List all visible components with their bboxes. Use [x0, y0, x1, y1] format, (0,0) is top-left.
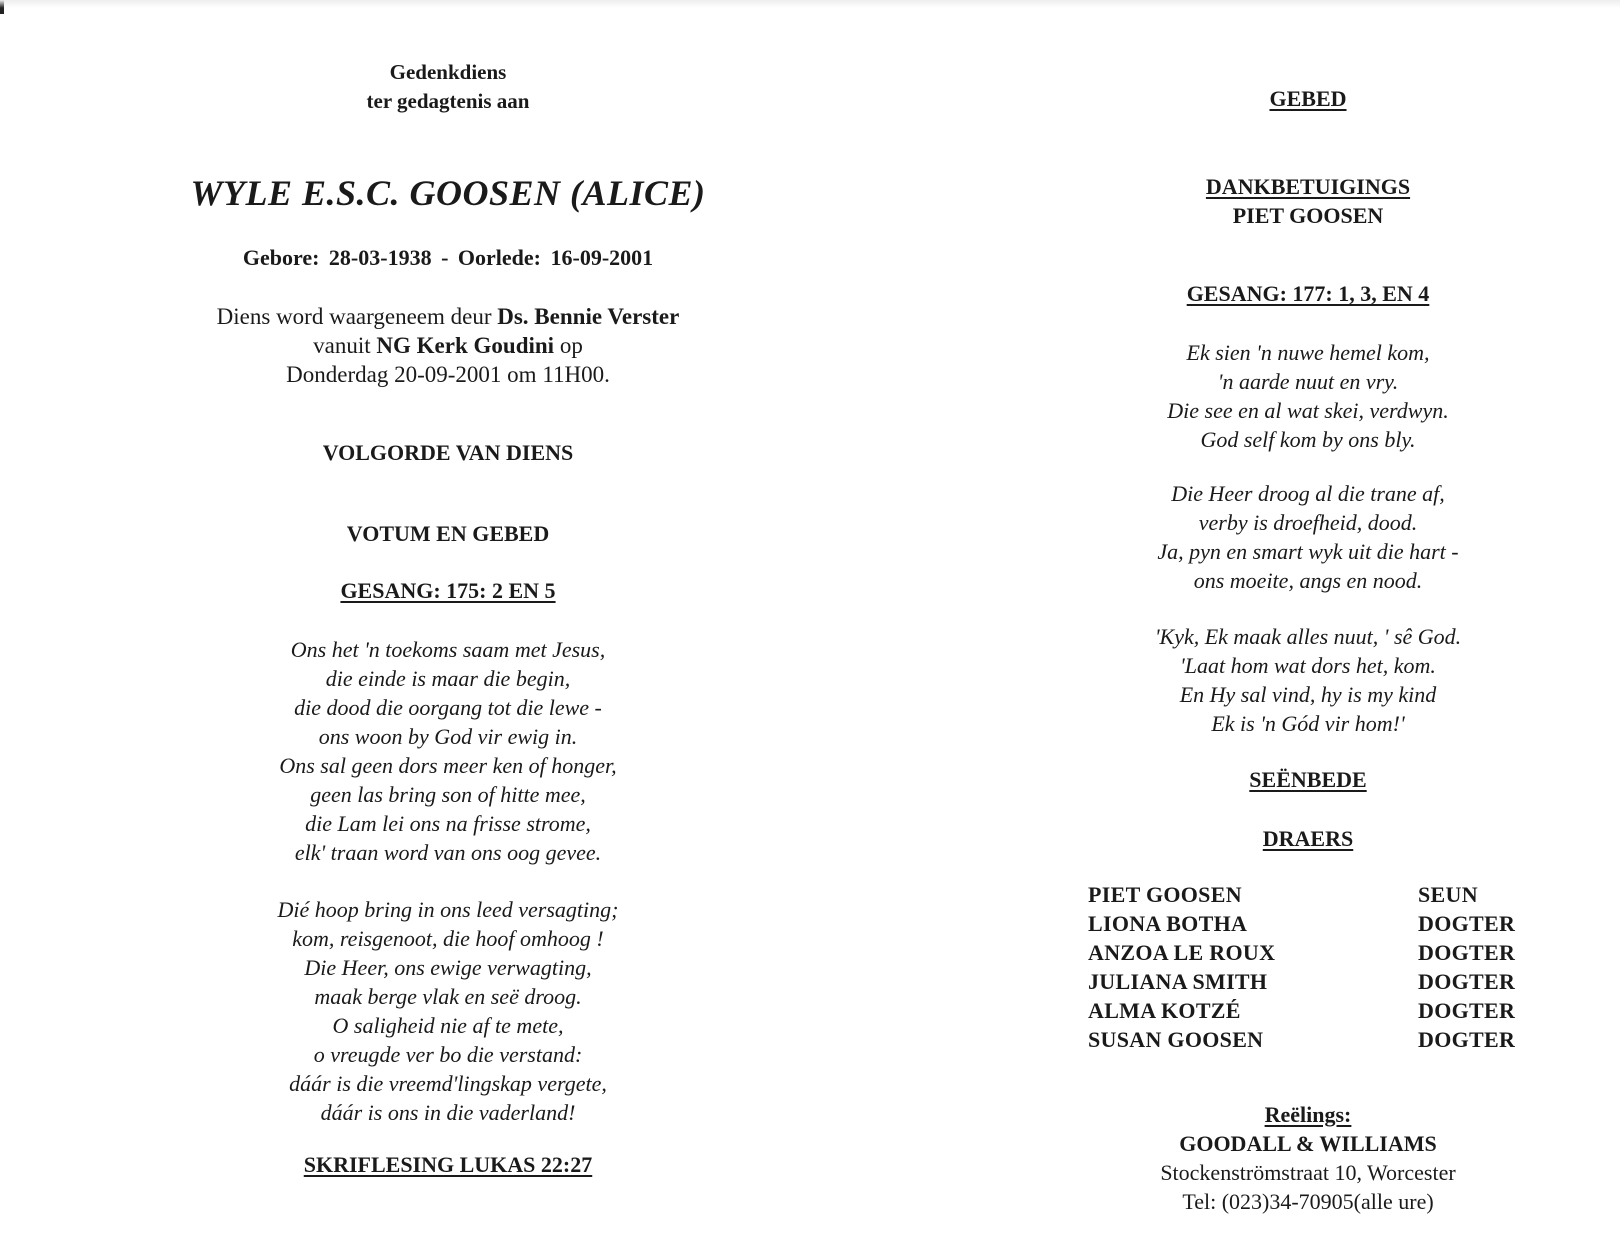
list-item [1088, 880, 1528, 909]
list-item [1088, 938, 1528, 967]
verse-line: Die see en al wat skei, verdwyn. [1167, 398, 1449, 423]
officiant-line [98, 302, 798, 331]
thanks-section [1058, 172, 1558, 230]
order-of-service-heading: VOLGORDE VAN DIENS [322, 440, 574, 465]
verse-line: 'Laat hom wat dors het, kom. [1180, 653, 1436, 678]
verse-line: dáár is ons in die vaderland! [320, 1100, 576, 1125]
verse-line: 'n aarde nuut en vry. [1217, 369, 1399, 394]
verse-line: ons woon by God vir ewig in. [318, 724, 578, 749]
verse-line: Ek sien 'n nuwe hemel kom, [1186, 340, 1430, 365]
funeral-arrangements [1008, 1100, 1608, 1216]
verse-line: maak berge vlak en seë droog. [314, 984, 582, 1009]
verse-line: O saligheid nie af te mete, [332, 1013, 564, 1038]
bearer-relation: SEUN [1418, 882, 1478, 907]
bearer-name: ALMA KOTZÉ [1088, 998, 1241, 1023]
subtitle-line-2: ter gedagtenis aan [366, 89, 530, 113]
hymn-177-verse-1 [1008, 338, 1608, 454]
hymn-175-verse-2 [98, 895, 798, 1127]
verse-line: Die Heer droog al die trane af, [1171, 481, 1445, 506]
votum-heading: VOTUM EN GEBED [346, 521, 550, 546]
verse-line: die einde is maar die begin, [325, 666, 571, 691]
blessing-heading: SEËNBEDE [1249, 767, 1367, 792]
scripture-reading-heading: SKRIFLESING LUKAS 22:27 [303, 1152, 593, 1177]
thanks-heading: DANKBETUIGINGS [1205, 174, 1411, 199]
bearer-relation: DOGTER [1418, 911, 1516, 936]
verse-line: Ons het 'n toekoms saam met Jesus, [290, 637, 606, 662]
bearer-name: JULIANA SMITH [1088, 969, 1268, 994]
verse-line: God self kom by ons bly. [1200, 427, 1416, 452]
verse-line: Die Heer, ons ewige verwagting, [304, 955, 592, 980]
prayer-heading: GEBED [1269, 86, 1347, 111]
list-item [1088, 996, 1528, 1025]
verse-line: kom, reisgenoot, die hoof omhoog ! [292, 926, 604, 951]
company-phone: Tel: (023)34-70905(alle ure) [1182, 1189, 1434, 1214]
verse-line: verby is droefheid, dood. [1198, 510, 1418, 535]
service-datetime: Donderdag 20-09-2001 om 11H00. [286, 362, 610, 387]
list-item [1088, 909, 1528, 938]
funeral-company: GOODALL & WILLIAMS [1179, 1131, 1437, 1156]
verse-line: geen las bring son of hitte mee, [310, 782, 586, 807]
bearer-name: LIONA BOTHA [1088, 911, 1248, 936]
verse-line: die Lam lei ons na frisse strome, [305, 811, 591, 836]
officiant-intro: Diens word waargeneem deur [216, 304, 498, 329]
hymn-175-heading: GESANG: 175: 2 EN 5 [340, 578, 556, 603]
company-address: Stockenströmstraat 10, Worcester [1160, 1160, 1456, 1185]
bearer-relation: DOGTER [1418, 969, 1516, 994]
arrangements-heading: Reëlings: [1264, 1102, 1352, 1127]
bearer-relation: DOGTER [1418, 1027, 1516, 1052]
subtitle-line-1: Gedenkdiens [389, 60, 507, 84]
church-name: NG Kerk Goudini [376, 333, 555, 358]
right-page [900, 0, 1620, 1249]
verse-line: elk' traan word van ons oog gevee. [294, 840, 602, 865]
verse-line: dáár is die vreemd'lingskap vergete, [289, 1071, 607, 1096]
pallbearers-heading: DRAERS [1262, 826, 1354, 851]
deceased-name: WYLE E.S.C. GOOSEN (ALICE) [190, 173, 706, 213]
verse-line: ons moeite, angs en nood. [1193, 568, 1423, 593]
verse-line: o vreugde ver bo die verstand: [313, 1042, 583, 1067]
church-line [98, 331, 798, 360]
verse-line: 'Kyk, Ek maak alles nuut, ' sê God. [1154, 624, 1462, 649]
memorial-subtitle [248, 58, 648, 116]
church-intro: vanuit [313, 333, 377, 358]
hymn-177-verse-3 [1008, 622, 1608, 738]
pallbearers-list [1088, 880, 1528, 1054]
thanks-speaker: PIET GOOSEN [1232, 203, 1384, 228]
church-suffix: op [554, 333, 583, 358]
bearer-name: SUSAN GOOSEN [1088, 1027, 1264, 1052]
bearer-name: ANZOA LE ROUX [1088, 940, 1276, 965]
verse-line: Ek is 'n Gód vir hom!' [1211, 711, 1405, 736]
verse-line: Dié hoop bring in ons leed versagting; [277, 897, 619, 922]
verse-line: die dood die oorgang tot die lewe - [294, 695, 602, 720]
list-item [1088, 1025, 1528, 1054]
birth-death-dates: Gebore: 28-03-1938 - Oorlede: 16-09-2001 [242, 245, 654, 270]
hymn-175-verse-1 [98, 635, 798, 867]
verse-line: En Hy sal vind, hy is my kind [1179, 682, 1437, 707]
officiant-name: Ds. Bennie Verster [497, 304, 680, 329]
hymn-177-verse-2 [1008, 479, 1608, 595]
service-details [98, 302, 798, 389]
bearer-relation: DOGTER [1418, 998, 1516, 1023]
bearer-name: PIET GOOSEN [1088, 882, 1242, 907]
list-item [1088, 967, 1528, 996]
verse-line: Ons sal geen dors meer ken of honger, [279, 753, 617, 778]
hymn-177-heading: GESANG: 177: 1, 3, EN 4 [1186, 281, 1430, 306]
verse-line: Ja, pyn en smart wyk uit die hart - [1157, 539, 1459, 564]
bearer-relation: DOGTER [1418, 940, 1516, 965]
